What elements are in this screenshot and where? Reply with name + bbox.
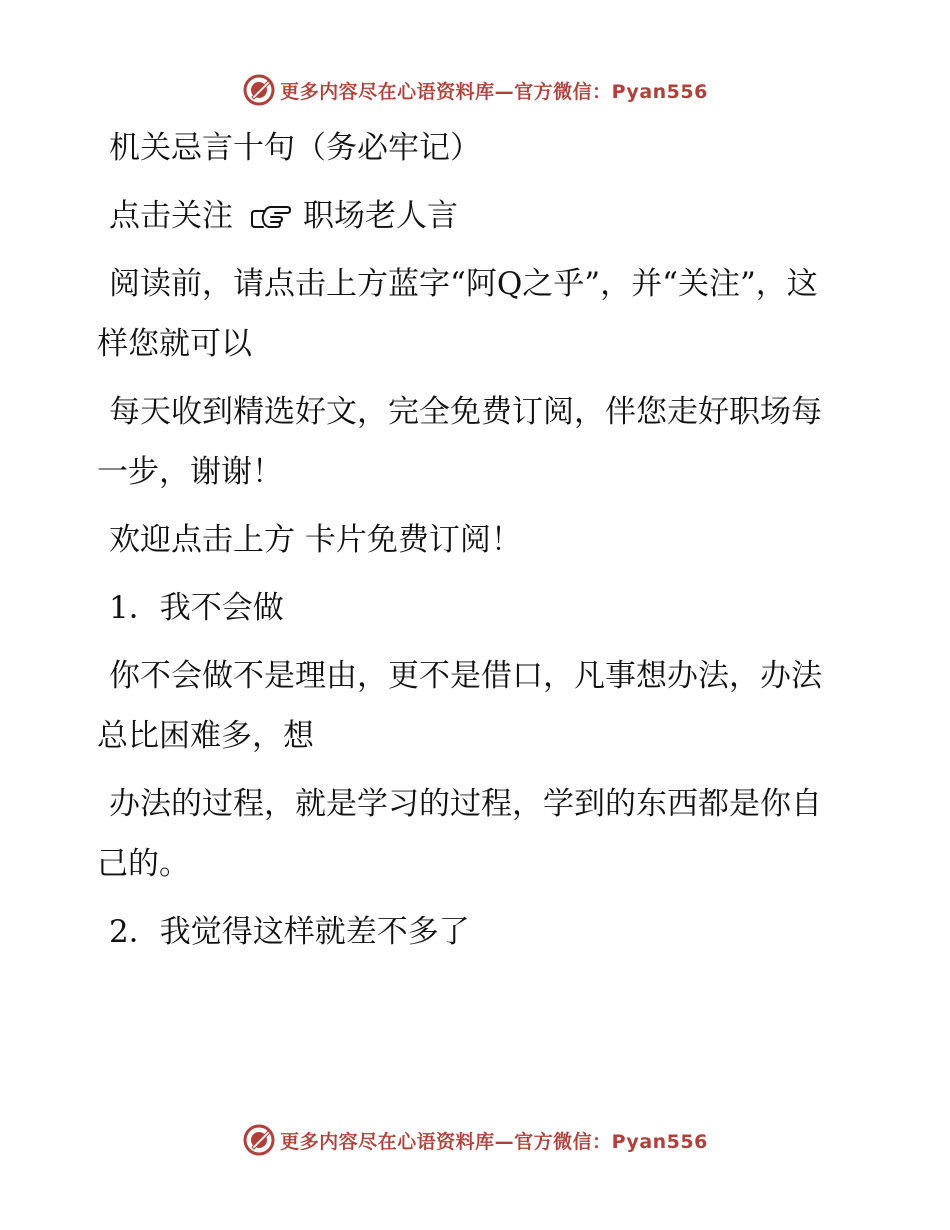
header-banner-text: 更多内容尽在心语资料库—官方微信：Pyan556 (280, 80, 708, 103)
pointing-hand-icon (249, 204, 291, 230)
item-1-paragraph-2: 办法的过程，就是学习的过程，学到的东西都是你自己的。 (97, 786, 822, 882)
item-1-heading: 1．我不会做 (109, 590, 284, 626)
footer-banner-text: 更多内容尽在心语资料库—官方微信：Pyan556 (280, 1130, 708, 1153)
follow-prefix: 点击关注 (109, 198, 233, 234)
document-body (97, 118, 837, 970)
intro-paragraph-1: 阅读前，请点击上方蓝字“阿Q之乎”，并“关注”，这样您就可以 (97, 266, 818, 362)
header-banner (0, 70, 950, 110)
footer-banner (0, 1120, 950, 1160)
brand-logo-icon (242, 1123, 276, 1157)
intro-paragraph-2: 每天收到精选好文，完全免费订阅，伴您走好职场每一步，谢谢！ (97, 394, 822, 490)
item-1-paragraph-1: 你不会做不是理由，更不是借口，凡事想办法，办法总比困难多，想 (97, 658, 822, 754)
item-2-heading: 2．我觉得这样就差不多了 (109, 914, 470, 950)
follow-suffix: 职场老人言 (303, 198, 458, 234)
document-title: 机关忌言十句（务必牢记） (109, 130, 481, 166)
brand-logo-icon (242, 73, 276, 107)
follow-line (97, 186, 837, 246)
intro-paragraph-3: 欢迎点击上方 卡片免费订阅！ (109, 522, 522, 558)
